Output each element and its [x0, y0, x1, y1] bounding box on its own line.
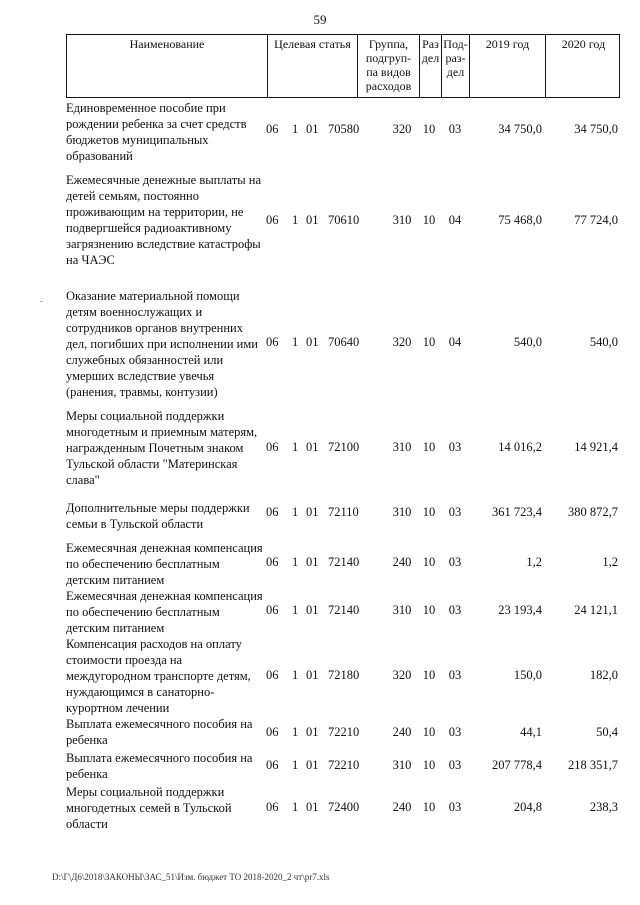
row-direction: 72140	[328, 555, 360, 569]
row-group: 310	[392, 758, 412, 772]
row-subprogram: 1	[292, 505, 299, 519]
row-program: 06	[266, 758, 279, 772]
row-direction: 72400	[328, 800, 360, 814]
row-section: 10	[422, 440, 436, 454]
row-section: 10	[422, 555, 436, 569]
row-value-2019: 23 193,4	[498, 603, 542, 617]
row-subsection: 03	[448, 603, 462, 617]
row-event: 01	[306, 725, 319, 739]
row-direction: 70610	[328, 213, 360, 227]
row-section: 10	[422, 335, 436, 349]
row-event: 01	[306, 122, 319, 136]
row-program: 06	[266, 555, 279, 569]
row-program: 06	[266, 725, 279, 739]
row-subprogram: 1	[292, 440, 299, 454]
row-subprogram: 1	[292, 668, 299, 682]
row-direction: 70580	[328, 122, 360, 136]
row-direction: 72100	[328, 440, 360, 454]
row-subprogram: 1	[292, 555, 299, 569]
row-value-2019: 207 778,4	[492, 758, 542, 772]
file-path-footer: D:\Г\Д6\2018\ЗАКОНЫ\ЗАС_51\Изм. бюджет ТО 2018-2020_2 чт\pr7.xls	[52, 872, 330, 882]
row-subprogram: 1	[292, 335, 299, 349]
header-section: Раз дел	[419, 35, 441, 97]
row-value-2020: 1,2	[602, 555, 618, 569]
row-section: 10	[422, 603, 436, 617]
row-direction: 72210	[328, 758, 360, 772]
row-value-2020: 34 750,0	[574, 122, 618, 136]
row-subprogram: 1	[292, 213, 299, 227]
row-value-2019: 204,8	[513, 800, 542, 814]
row-program: 06	[266, 603, 279, 617]
row-value-2020: 540,0	[589, 335, 618, 349]
row-section: 10	[422, 668, 436, 682]
row-event: 01	[306, 603, 319, 617]
row-event: 01	[306, 668, 319, 682]
row-name: Ежемесячные денежные выплаты на детей семьям, постоянно проживающим на территории, не подвергшейся радиоактивному загрязнению вследствие катастрофы на ЧАЭС	[66, 173, 261, 267]
row-section: 10	[422, 800, 436, 814]
row-subsection: 03	[448, 555, 462, 569]
row-subprogram: 1	[292, 122, 299, 136]
row-event: 01	[306, 800, 319, 814]
row-value-2019: 1,2	[526, 555, 542, 569]
row-section: 10	[422, 758, 436, 772]
row-group: 320	[392, 668, 412, 682]
row-direction: 72140	[328, 603, 360, 617]
row-group: 320	[392, 122, 412, 136]
row-group: 320	[392, 335, 412, 349]
row-name: Дополнительные меры поддержки семьи в Тульской области	[66, 501, 250, 531]
row-group: 310	[392, 505, 412, 519]
row-subsection: 03	[448, 505, 462, 519]
row-value-2019: 14 016,2	[498, 440, 542, 454]
row-name: Компенсация расходов на оплату стоимости проезда на междугородном транспорте детям, нуждающимся в санаторно-курортном лечении	[66, 637, 251, 715]
row-value-2020: 50,4	[596, 725, 618, 739]
row-group: 240	[392, 800, 412, 814]
row-value-2019: 150,0	[513, 668, 542, 682]
table-header	[66, 34, 620, 98]
header-group: Группа, подгруп- па видов расходов	[357, 35, 419, 97]
row-value-2020: 182,0	[589, 668, 618, 682]
row-program: 06	[266, 440, 279, 454]
row-section: 10	[422, 122, 436, 136]
row-subsection: 03	[448, 122, 462, 136]
row-subsection: 04	[448, 213, 462, 227]
row-section: 10	[422, 505, 436, 519]
row-event: 01	[306, 213, 319, 227]
row-subprogram: 1	[292, 800, 299, 814]
row-value-2020: 380 872,7	[568, 505, 618, 519]
row-name: Выплата ежемесячного пособия на ребенка	[66, 717, 253, 747]
row-direction: 70640	[328, 335, 360, 349]
row-name: Меры социальной поддержки многодетных семей в Тульской области	[66, 785, 232, 831]
row-value-2020: 218 351,7	[568, 758, 618, 772]
row-name: Ежемесячная денежная компенсация по обеспечению бесплатным детским питанием	[66, 589, 263, 635]
row-value-2019: 75 468,0	[498, 213, 542, 227]
row-value-2019: 361 723,4	[492, 505, 542, 519]
row-value-2020: 24 121,1	[574, 603, 618, 617]
row-subprogram: 1	[292, 758, 299, 772]
row-value-2019: 44,1	[520, 725, 542, 739]
row-subsection: 04	[448, 335, 462, 349]
row-program: 06	[266, 122, 279, 136]
row-value-2019: 540,0	[513, 335, 542, 349]
header-name: Наименование	[129, 37, 205, 51]
row-program: 06	[266, 213, 279, 227]
header-subsection: Под- раз- дел	[441, 35, 469, 97]
header-2019: 2019 год	[469, 35, 545, 97]
row-name: Меры социальной поддержки многодетным и приемным матерям, награжденным Почетным знаком Тульской области "Материнская слава"	[66, 409, 258, 487]
row-subprogram: 1	[292, 725, 299, 739]
row-subprogram: 1	[292, 603, 299, 617]
page-number: 59	[313, 12, 327, 27]
row-value-2020: 238,3	[589, 800, 618, 814]
row-value-2019: 34 750,0	[498, 122, 542, 136]
row-program: 06	[266, 335, 279, 349]
row-event: 01	[306, 440, 319, 454]
row-event: 01	[306, 555, 319, 569]
row-group: 240	[392, 725, 412, 739]
row-subsection: 03	[448, 668, 462, 682]
row-name: Ежемесячная денежная компенсация по обеспечению бесплатным детским питанием	[66, 541, 263, 587]
row-name: Оказание материальной помощи детям военнослужащих и сотрудников органов внутренних дел, погибших при исполнении ими служебных обязанностей или умерших вследствие увечья (ранения, травмы, контузии)	[66, 289, 258, 399]
row-direction: 72210	[328, 725, 360, 739]
row-subsection: 03	[448, 800, 462, 814]
row-subsection: 03	[448, 440, 462, 454]
margin-mark: -	[40, 296, 44, 307]
row-value-2020: 14 921,4	[574, 440, 618, 454]
row-event: 01	[306, 758, 319, 772]
header-target: Целевая статья	[267, 35, 357, 97]
header-2020: 2020 год	[545, 35, 621, 97]
row-group: 240	[392, 555, 412, 569]
row-program: 06	[266, 668, 279, 682]
row-group: 310	[392, 603, 412, 617]
row-name: Выплата ежемесячного пособия на ребенка	[66, 751, 253, 781]
row-direction: 72180	[328, 668, 360, 682]
row-section: 10	[422, 725, 436, 739]
row-group: 310	[392, 213, 412, 227]
row-direction: 72110	[328, 505, 359, 519]
row-value-2020: 77 724,0	[574, 213, 618, 227]
row-event: 01	[306, 335, 319, 349]
row-subsection: 03	[448, 725, 462, 739]
row-section: 10	[422, 213, 436, 227]
row-event: 01	[306, 505, 319, 519]
row-subsection: 03	[448, 758, 462, 772]
row-name: Единовременное пособие при рождении ребенка за счет средств бюджетов муниципальных образований	[66, 101, 247, 163]
row-group: 310	[392, 440, 412, 454]
row-program: 06	[266, 505, 279, 519]
row-program: 06	[266, 800, 279, 814]
